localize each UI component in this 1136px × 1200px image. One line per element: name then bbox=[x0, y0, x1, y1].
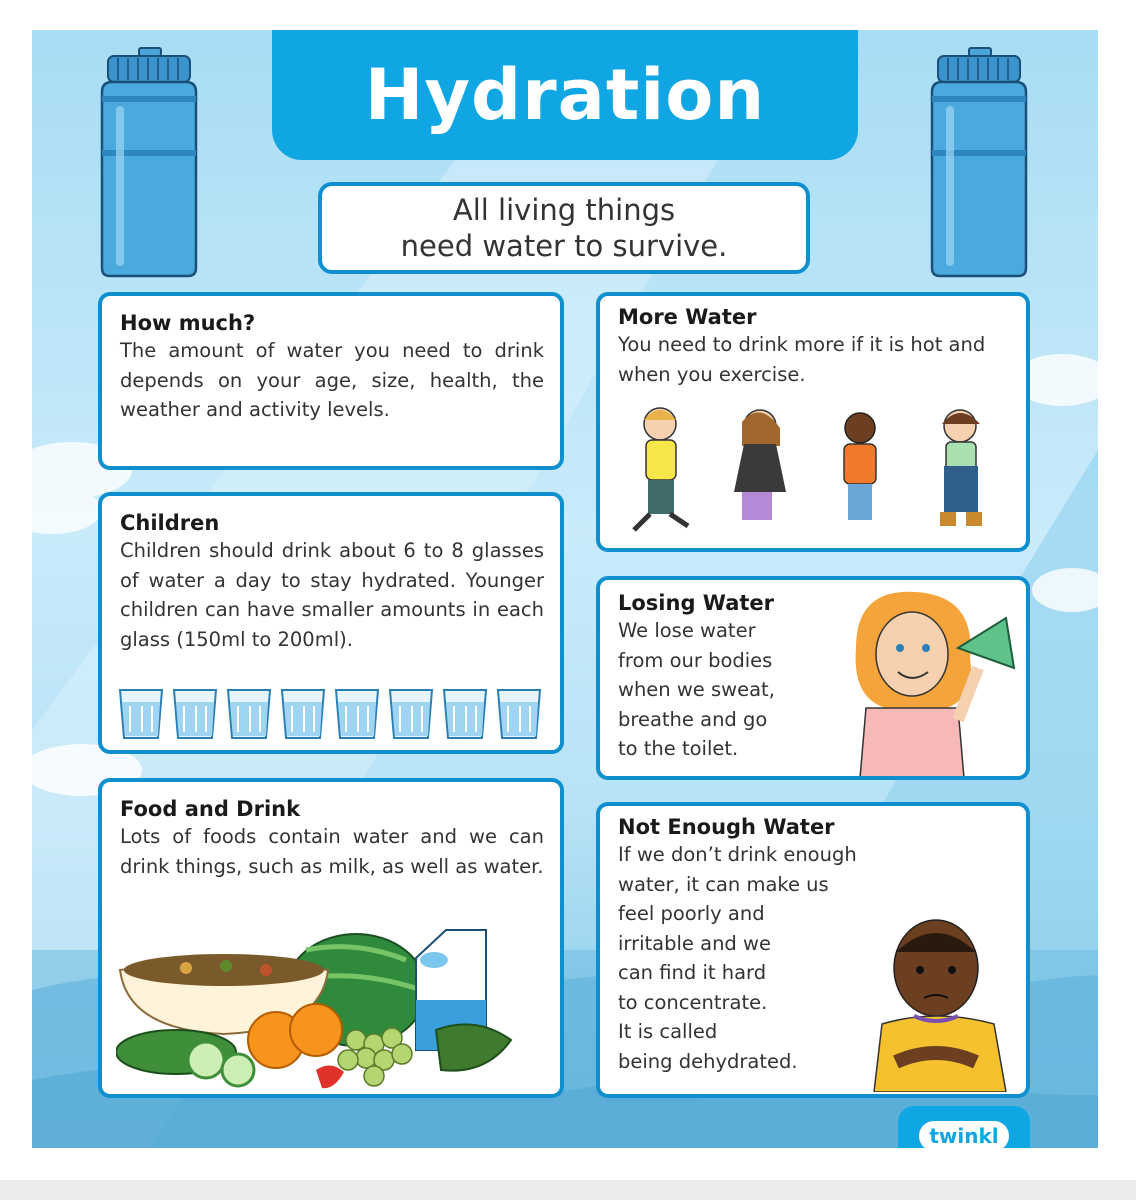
water-bottle-icon bbox=[94, 46, 204, 278]
tagline-line: need water to survive. bbox=[400, 229, 728, 263]
card-body: The amount of water you need to drink depends on your age, size, health, the weather and activity levels. bbox=[120, 339, 544, 421]
card-heading: Food and Drink bbox=[120, 797, 301, 821]
sad-boy-illustration bbox=[866, 912, 1016, 1092]
card-body: You need to drink more if it is hot and when you exercise. bbox=[618, 333, 986, 386]
card-heading: Children bbox=[120, 511, 220, 535]
card-body-line: We lose water bbox=[618, 619, 756, 642]
card-body-line: If we don’t drink enough bbox=[618, 843, 857, 866]
tagline-line: All living things bbox=[452, 193, 676, 227]
card-heading: Losing Water bbox=[618, 591, 775, 615]
card-body-line: from our bodies bbox=[618, 648, 773, 672]
glass-icon bbox=[444, 690, 486, 738]
card-body-line: breathe and go bbox=[618, 707, 768, 731]
card-more-water bbox=[596, 292, 1030, 552]
card-heading: How much? bbox=[120, 311, 256, 335]
brand-tab bbox=[898, 1106, 1030, 1148]
glass-icon bbox=[174, 690, 216, 738]
card-how-much bbox=[98, 292, 564, 470]
hydration-poster bbox=[32, 30, 1098, 1148]
glass-icon bbox=[228, 690, 270, 738]
card-not-enough-water bbox=[596, 802, 1030, 1098]
tagline-box bbox=[318, 182, 810, 274]
card-body-line: to concentrate. bbox=[618, 990, 768, 1014]
screen-bottom-strip bbox=[0, 1180, 1136, 1200]
card-body-line: water, it can make us bbox=[618, 872, 829, 896]
glass-icon bbox=[120, 690, 162, 738]
card-body-line: irritable and we bbox=[618, 931, 771, 955]
glasses-row bbox=[118, 688, 548, 742]
card-children bbox=[98, 492, 564, 754]
title-banner bbox=[272, 30, 858, 160]
page-title: Hydration bbox=[364, 54, 766, 136]
glass-icon bbox=[282, 690, 324, 738]
card-heading: Not Enough Water bbox=[618, 815, 835, 839]
brand-logo: twinkl bbox=[919, 1121, 1008, 1148]
card-body: Lots of foods contain water and we can drink things, such as milk, as well as water. bbox=[120, 825, 544, 878]
children-walking-illustration bbox=[610, 400, 1020, 540]
glass-icon bbox=[336, 690, 378, 738]
card-body-line: can find it hard bbox=[618, 961, 767, 984]
food-and-drink-illustration bbox=[116, 920, 546, 1090]
card-food-and-drink bbox=[98, 778, 564, 1098]
water-bottle-icon bbox=[924, 46, 1034, 278]
card-body-line: when we sweat, bbox=[618, 678, 775, 701]
card-body: Children should drink about 6 to 8 glasses of water a day to stay hydrated. Younger children can have smaller amounts in each glass (150ml to 200ml). bbox=[120, 539, 544, 651]
card-body-line: to the toilet. bbox=[618, 737, 739, 760]
glass-icon bbox=[390, 690, 432, 738]
card-heading: More Water bbox=[618, 305, 757, 329]
girl-with-fan-illustration bbox=[846, 588, 1016, 778]
card-losing-water bbox=[596, 576, 1030, 780]
card-body-line: It is called bbox=[618, 1020, 718, 1043]
card-body-line: being dehydrated. bbox=[618, 1049, 798, 1073]
glass-icon bbox=[498, 690, 540, 738]
card-body-line: feel poorly and bbox=[618, 902, 765, 925]
